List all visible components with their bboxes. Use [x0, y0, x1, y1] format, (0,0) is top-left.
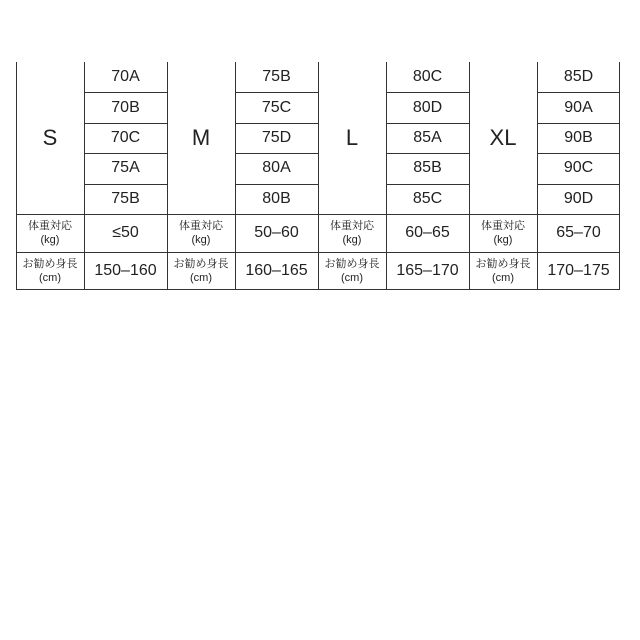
grid-line	[16, 62, 17, 290]
weight-label: 体重対応	[481, 220, 525, 232]
cup-size-cell: 80B	[262, 189, 291, 207]
weight-value: ≤50	[112, 224, 139, 241]
height-value: 170–175	[547, 262, 610, 279]
cup-size-cell: 85B	[413, 159, 442, 177]
grid-line	[537, 153, 620, 154]
cup-size-cell: 90B	[564, 128, 593, 146]
grid-line	[235, 153, 318, 154]
weight-unit: (kg)	[493, 234, 513, 246]
height-label: お勧め身長	[324, 258, 380, 270]
grid-line	[84, 153, 167, 154]
cup-size-cell: 75A	[111, 159, 140, 177]
cup-size-cell: 85A	[413, 128, 442, 146]
cup-size-cell: 75B	[262, 68, 291, 86]
weight-label-cell	[318, 214, 386, 252]
height-unit: (cm)	[341, 272, 363, 284]
cup-size-cell: 80D	[412, 98, 443, 116]
cup-size-cell: 90A	[564, 98, 593, 116]
grid-line	[84, 92, 167, 93]
cup-size-cell: 70C	[110, 128, 141, 146]
grid-line	[84, 123, 167, 124]
grid-line	[235, 92, 318, 93]
grid-line	[386, 123, 469, 124]
weight-label: 体重対応	[28, 220, 72, 232]
grid-line	[619, 62, 620, 290]
weight-label-cell	[167, 214, 235, 252]
grid-line	[235, 184, 318, 185]
weight-unit: (kg)	[342, 234, 362, 246]
grid-line	[84, 184, 167, 185]
height-label-cell	[167, 252, 235, 290]
height-label-cell	[318, 252, 386, 290]
height-unit: (cm)	[39, 272, 61, 284]
grid-line	[386, 92, 469, 93]
height-label: お勧め身長	[22, 258, 78, 270]
size-label: XL	[489, 125, 517, 150]
weight-label-cell	[469, 214, 537, 252]
grid-line	[537, 184, 620, 185]
grid-line	[16, 214, 620, 215]
grid-line	[537, 62, 538, 290]
cup-size-cell: 70A	[111, 68, 140, 86]
weight-value: 65–70	[556, 224, 601, 241]
size-label: S	[42, 125, 58, 150]
cup-size-cell: 85C	[412, 189, 443, 207]
grid-line	[16, 289, 620, 290]
height-label-cell	[469, 252, 537, 290]
height-unit: (cm)	[190, 272, 212, 284]
weight-unit: (kg)	[191, 234, 211, 246]
size-chart-table	[16, 62, 620, 290]
grid-line	[386, 184, 469, 185]
cup-size-cell: 80C	[412, 68, 443, 86]
height-label-cell	[16, 252, 84, 290]
cup-size-cell: 75D	[261, 128, 292, 146]
cup-size-cell: 75C	[261, 98, 292, 116]
grid-line	[469, 62, 470, 290]
grid-line	[235, 62, 236, 290]
grid-line	[537, 123, 620, 124]
grid-line	[84, 62, 85, 290]
grid-line	[318, 62, 319, 290]
grid-line	[167, 62, 168, 290]
cup-size-cell: 90C	[563, 159, 594, 177]
weight-value: 50–60	[254, 224, 299, 241]
weight-unit: (kg)	[40, 234, 60, 246]
weight-value: 60–65	[405, 224, 450, 241]
size-label: L	[345, 125, 359, 150]
height-value: 165–170	[396, 262, 459, 279]
grid-line	[386, 153, 469, 154]
cup-size-cell: 85D	[563, 68, 594, 86]
grid-line	[537, 92, 620, 93]
cup-size-cell: 75B	[111, 189, 140, 207]
size-label: M	[191, 125, 211, 150]
height-label: お勧め身長	[475, 258, 531, 270]
cup-size-cell: 70B	[111, 98, 140, 116]
weight-label: 体重対応	[330, 220, 374, 232]
grid-line	[386, 62, 387, 290]
height-value: 160–165	[245, 262, 308, 279]
grid-line	[235, 123, 318, 124]
height-value: 150–160	[94, 262, 157, 279]
height-unit: (cm)	[492, 272, 514, 284]
weight-label-cell	[16, 214, 84, 252]
cup-size-cell: 80A	[262, 159, 291, 177]
cup-size-cell: 90D	[563, 189, 594, 207]
height-label: お勧め身長	[173, 258, 229, 270]
grid-line	[16, 252, 620, 253]
weight-label: 体重対応	[179, 220, 223, 232]
